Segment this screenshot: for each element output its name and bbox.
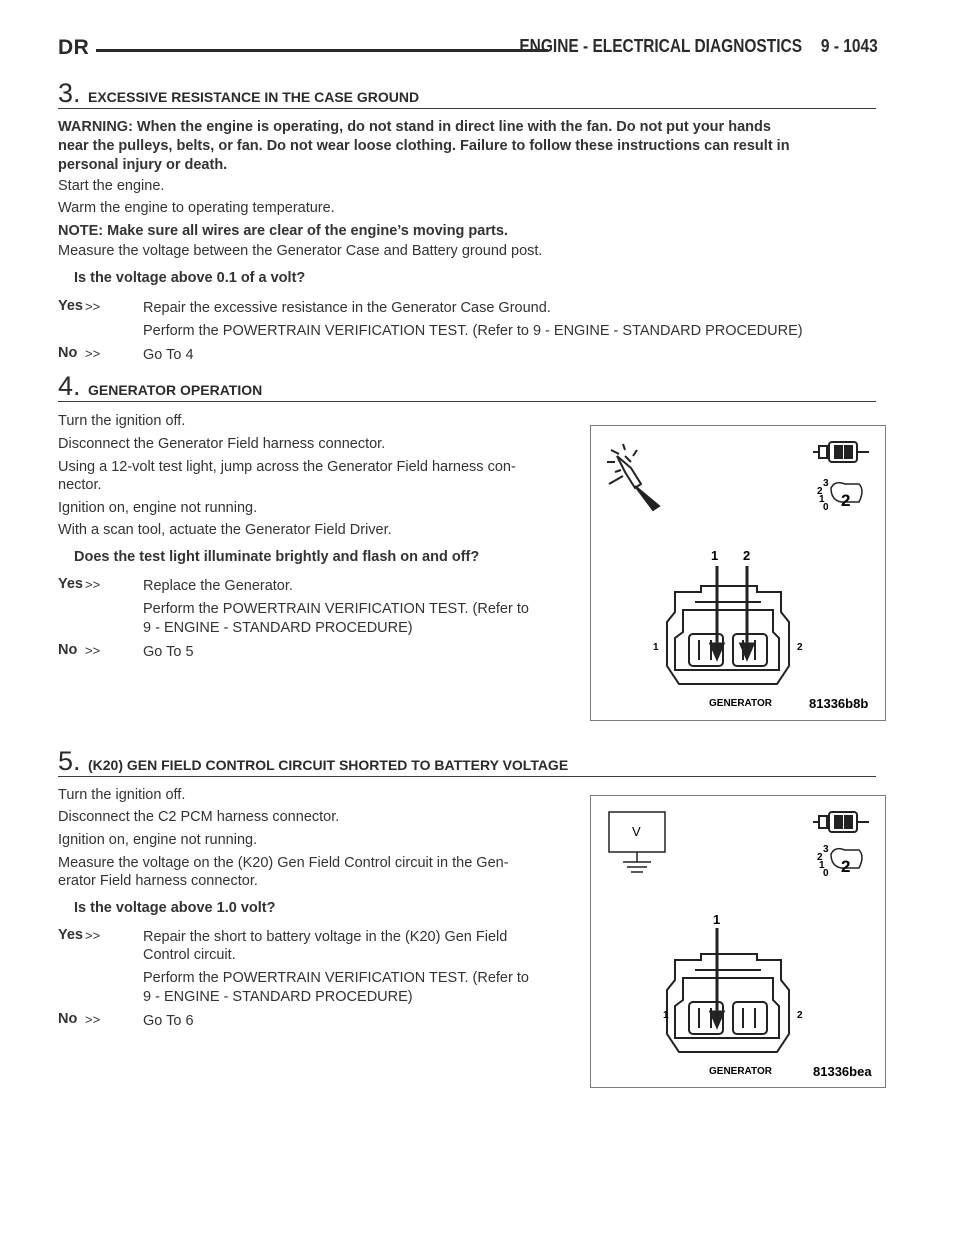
step-text: Turn the ignition off.	[58, 413, 186, 429]
step-text: Start the engine.	[58, 178, 165, 194]
yes-action: Replace the Generator.	[143, 578, 293, 594]
step-4-title: GENERATOR OPERATION	[88, 382, 263, 398]
note-text: NOTE: Make sure all wires are clear of the engine’s moving parts.	[58, 223, 508, 239]
component-label: GENERATOR	[709, 1066, 772, 1077]
step-text: nector.	[58, 477, 102, 493]
yes-action: Control circuit.	[143, 947, 236, 963]
step-text: With a scan tool, actuate the Generator Field Driver.	[58, 522, 392, 538]
arrow-marker: >>	[85, 577, 101, 592]
step-5-number: 5.	[58, 746, 81, 776]
manual-code: DR	[58, 36, 90, 59]
yes-label: Yes	[58, 576, 83, 592]
no-label: No	[58, 642, 78, 658]
arrow-marker: >>	[85, 643, 101, 658]
section-title: ENGINE - ELECTRICAL DIAGNOSTICS	[519, 36, 803, 56]
figure-code: 81336b8b	[809, 696, 869, 711]
arrow-marker: >>	[85, 928, 101, 943]
step-3-title: EXCESSIVE RESISTANCE IN THE CASE GROUND	[88, 89, 420, 105]
step-text: Using a 12-volt test light, jump across the Generator Field harness con-	[58, 459, 516, 475]
step-5-title: (K20) GEN FIELD CONTROL CIRCUIT SHORTED TO BATTERY VOLTAGE	[88, 757, 569, 773]
test-light-icon	[607, 444, 659, 510]
connector-icon	[813, 812, 869, 832]
question-text: Is the voltage above 0.1 of a volt?	[74, 270, 306, 286]
connector-icon	[813, 442, 869, 462]
legend-text: 1	[819, 860, 825, 871]
step-5-heading	[58, 748, 876, 777]
legend-text: 2	[841, 491, 851, 510]
arrow-marker: >>	[85, 346, 101, 361]
step-3-heading	[58, 80, 876, 109]
test-light-diagram	[590, 425, 886, 721]
yes-action: 9 - ENGINE - STANDARD PROCEDURE)	[143, 989, 413, 1005]
pin-label: 2	[743, 548, 751, 563]
step-4-heading	[58, 373, 876, 402]
question-text: Does the test light illuminate brightly and flash on and off?	[74, 549, 480, 565]
connector-legend	[817, 478, 862, 513]
pin-label: 1	[711, 548, 719, 563]
step-text: Measure the voltage between the Generator Case and Battery ground post.	[58, 243, 543, 259]
step-text: erator Field harness connector.	[58, 873, 258, 889]
legend-text: 2	[817, 486, 823, 497]
warning-line-2: near the pulleys, belts, or fan. Do not wear loose clothing. Failure to follow these instructions can result in	[58, 138, 790, 154]
yes-action: Repair the short to battery voltage in the (K20) Gen Field	[143, 929, 508, 945]
no-action: Go To 6	[143, 1013, 194, 1029]
legend-text: 0	[823, 502, 829, 513]
connector-legend	[817, 844, 862, 879]
step-text: Disconnect the Generator Field harness connector.	[58, 436, 386, 452]
pin-label: 1	[653, 642, 659, 653]
step-text: Ignition on, engine not running.	[58, 500, 258, 516]
page-number: 9 - 1043	[821, 36, 878, 56]
yes-action: Perform the POWERTRAIN VERIFICATION TEST. (Refer to	[143, 601, 529, 617]
generator-connector	[667, 954, 789, 1052]
yes-action: Perform the POWERTRAIN VERIFICATION TEST. (Refer to 9 - ENGINE - STANDARD PROCEDURE)	[143, 323, 803, 339]
generator-connector	[667, 586, 789, 684]
page-header	[58, 36, 878, 66]
no-action: Go To 5	[143, 644, 194, 660]
warning-line-1: WARNING: When the engine is operating, do not stand in direct line with the fan. Do not put your hands	[58, 119, 771, 135]
step-3-number: 3.	[58, 78, 81, 108]
meter-label: V	[632, 824, 641, 839]
legend-text: 3	[823, 844, 829, 855]
step-4-number: 4.	[58, 371, 81, 401]
yes-action: Repair the excessive resistance in the Generator Case Ground.	[143, 300, 551, 316]
no-label: No	[58, 345, 78, 361]
step-text: Warm the engine to operating temperature.	[58, 200, 335, 216]
yes-action: 9 - ENGINE - STANDARD PROCEDURE)	[143, 620, 413, 636]
legend-text: 2	[817, 852, 823, 863]
header-rule	[96, 49, 548, 52]
pin-label: 1	[713, 912, 721, 927]
test-light-diagram-svg	[591, 426, 885, 720]
no-action: Go To 4	[143, 347, 194, 363]
header-title-block	[520, 36, 878, 57]
pin-label: 2	[797, 642, 803, 653]
question-text: Is the voltage above 1.0 volt?	[74, 900, 276, 916]
arrow-marker: >>	[85, 1012, 101, 1027]
voltmeter-diagram-svg	[591, 796, 885, 1087]
yes-label: Yes	[58, 927, 83, 943]
yes-label: Yes	[58, 298, 83, 314]
component-label: GENERATOR	[709, 698, 772, 709]
pin-label: 1	[663, 1010, 669, 1021]
voltmeter-icon	[609, 812, 665, 872]
legend-text: 2	[841, 857, 851, 876]
legend-text: 0	[823, 868, 829, 879]
step-text: Turn the ignition off.	[58, 787, 186, 803]
figure-code: 81336bea	[813, 1064, 872, 1079]
legend-text: 3	[823, 478, 829, 489]
step-text: Measure the voltage on the (K20) Gen Field Control circuit in the Gen-	[58, 855, 509, 871]
legend-text: 1	[819, 494, 825, 505]
pin-label: 2	[797, 1010, 803, 1021]
step-text: Ignition on, engine not running.	[58, 832, 258, 848]
warning-line-3: personal injury or death.	[58, 157, 228, 173]
step-text: Disconnect the C2 PCM harness connector.	[58, 809, 340, 825]
arrow-marker: >>	[85, 299, 101, 314]
no-label: No	[58, 1011, 78, 1027]
voltmeter-diagram	[590, 795, 886, 1088]
yes-action: Perform the POWERTRAIN VERIFICATION TEST. (Refer to	[143, 970, 529, 986]
